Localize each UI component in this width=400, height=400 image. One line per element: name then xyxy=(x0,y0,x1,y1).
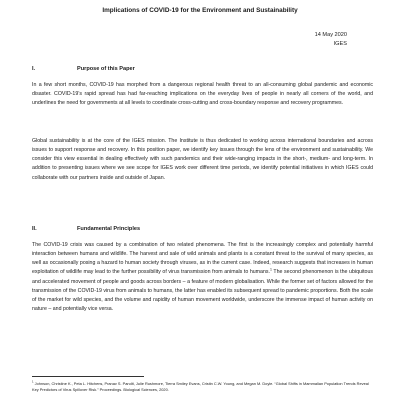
section-number: II. xyxy=(32,226,37,232)
paragraph xyxy=(32,241,373,314)
paragraph: Global sustainability is at the core of the IGES mission. The Institute is thus dedicated to working across international boundaries and across issues to support response and recovery. In this position paper, we identify key issues through the lens of the environment and sustainability. We consider this view essential in dealing effectively with such pandemics and their wide-ranging impacts in the short-, medium- and long-term. In addition to presenting issues where we see scope for IGES work over different time periods, we identify potential initiatives in which IGES could collaborate with our partners inside and outside of Japan. xyxy=(32,138,373,181)
document-date: 14 May 2020 xyxy=(314,32,347,38)
paragraph-text: The second phenomenon is the ubiquitous and accelerated movement of people and goods across borders – a feature of modern globalisation. While the former set of factors allowed for the transmission of the COVID-19 virus from animals to humans, the latter has enabled its subsequent spread to pandemic proportions. Both the scale of the market for wild species, and the volume and rapidity of human movement worldwide, underscore the immense impact of human activity on nature – and potentially vice versa. xyxy=(32,269,373,313)
section-number: I. xyxy=(32,66,36,72)
section-heading-purpose xyxy=(32,65,135,73)
footnote-text: Johnson, Christine K., Peta L. Hitchens, Pranav S. Pandit, Julie Rushmore, Tierra Smiley Evans, Cristin C.W. Young, and Megan M. Doyle. “Global Shifts in Mammalian Population Trends Reveal Key Predictors of Virus Spillover Risk.” Proceedings. Biological Sciences, 2020. xyxy=(32,381,369,392)
footnote xyxy=(32,381,373,392)
paragraph-text: The COVID-19 crisis was caused by a combination of two related phenomena. The first is the increasingly complex and potentially harmful interaction between humans and wildlife. The harvest and sale of wild animals and plants is a constant threat to the survival of many species, as well as occasionally posing a hazard to human society through viruses, as in the current case. Indeed, research suggests that increases in human exploitation of wildlife may lead to the further possibility of virus transmission from animals to humans. xyxy=(32,242,373,276)
paragraph: In a few short months, COVID-19 has morphed from a dangerous regional health threat to an all-consuming global pandemic and economic disaster. COVID-19’s rapid spread has had far-reaching implications on the everyday lives of people in nearly all corners of the world, and underlines the need for governments at all levels to coordinate cross-cutting and cross-boundary response and recovery programmes. xyxy=(32,82,373,107)
section-title: Fundamental Principles xyxy=(77,226,141,232)
footnote-divider xyxy=(32,376,144,377)
footnote-marker: 1 xyxy=(32,379,34,384)
section-heading-principles xyxy=(32,225,140,233)
document-title: Implications of COVID-19 for the Environment and Sustainability xyxy=(102,7,298,14)
section-title: Purpose of this Paper xyxy=(77,66,135,72)
footnote-reference[interactable]: 1 xyxy=(269,267,272,272)
document-organization: IGES xyxy=(333,40,347,47)
document-meta xyxy=(315,31,347,48)
